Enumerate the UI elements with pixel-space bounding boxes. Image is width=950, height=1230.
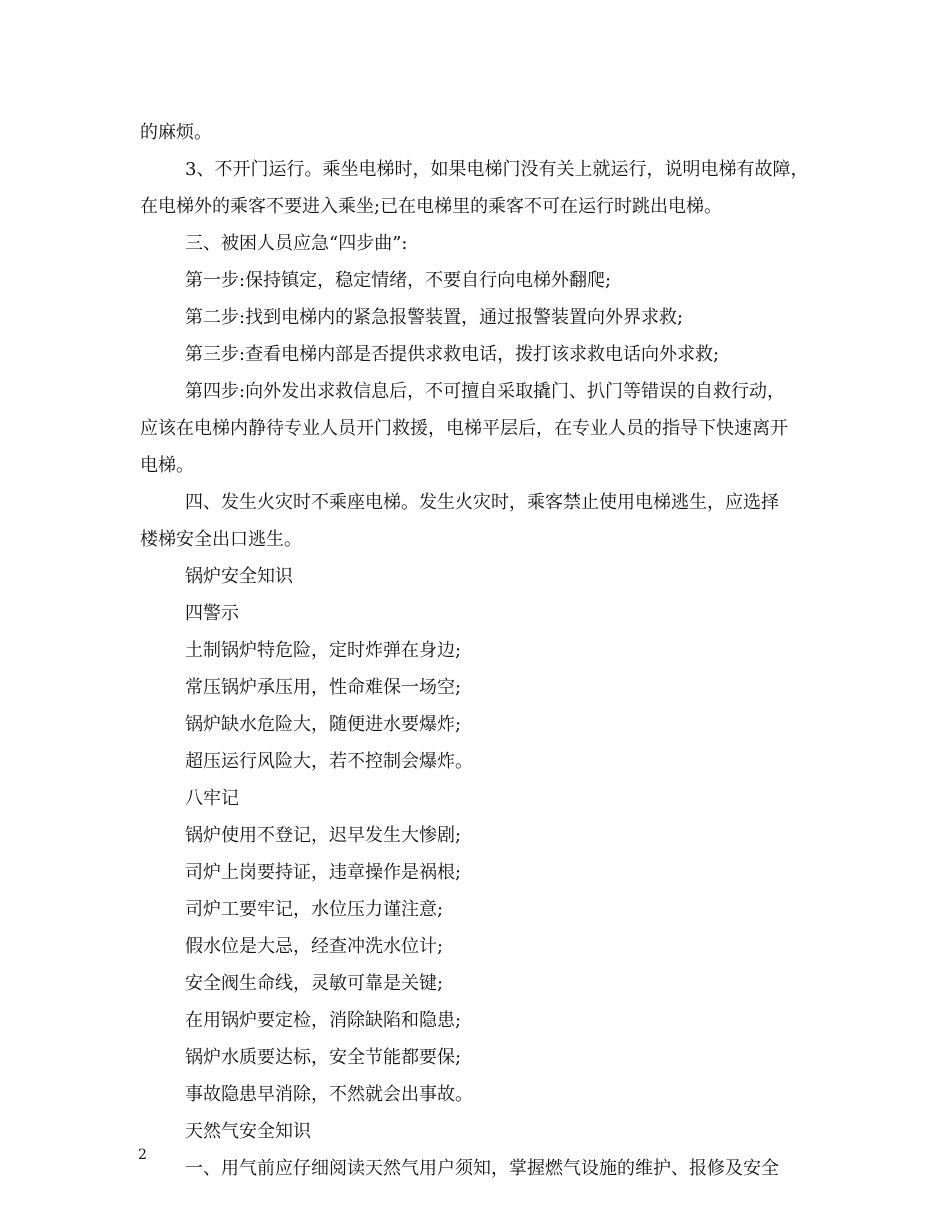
text-line: 锅炉水质要达标，安全节能都要保;: [185, 1047, 462, 1068]
text-line: 假水位是大忌，经查冲洗水位计;: [185, 936, 444, 957]
paragraph: [140, 1113, 830, 1150]
paragraph: [140, 965, 830, 1002]
paragraph: [140, 595, 830, 632]
paragraph: [140, 336, 830, 373]
paragraph: [140, 891, 830, 928]
paragraph: [140, 632, 830, 669]
paragraph: [140, 558, 830, 595]
text-line: 在电梯外的乘客不要进入乘坐;已在电梯里的乘客不可在运行时跳出电梯。: [140, 196, 723, 217]
text-line: 八牢记: [185, 788, 239, 809]
text-line: 天然气安全知识: [185, 1121, 311, 1142]
text-line: 司炉工要牢记，水位压力谨注意;: [185, 899, 444, 920]
paragraph: [140, 1002, 830, 1039]
paragraph: [140, 225, 830, 262]
text-line: 第三步:查看电梯内部是否提供求救电话，拨打该求救电话向外求救;: [185, 344, 720, 365]
text-line: 锅炉使用不登记，迟早发生大惨剧;: [185, 825, 462, 846]
text-line: 锅炉安全知识: [185, 566, 293, 587]
page-number: 2: [138, 1147, 147, 1163]
paragraph: [140, 484, 830, 558]
text-line: 土制锅炉特危险，定时炸弹在身边;: [185, 640, 462, 661]
paragraph: [140, 262, 830, 299]
paragraph: [140, 114, 830, 151]
text-line: 三、被困人员应急“四步曲”:: [185, 233, 408, 254]
paragraph: [140, 1076, 830, 1113]
text-line: 电梯。: [140, 455, 194, 476]
text-line: 在用锅炉要定检，消除缺陷和隐患;: [185, 1010, 462, 1031]
paragraph: [140, 669, 830, 706]
paragraph: [140, 780, 830, 817]
document-body: [140, 114, 830, 1187]
text-line: 司炉上岗要持证，违章操作是祸根;: [185, 862, 462, 883]
text-line: 3、不开门运行。乘坐电梯时，如果电梯门没有关上就运行，说明电梯有故障，: [185, 159, 809, 180]
text-line: 第一步:保持镇定，稳定情绪，不要自行向电梯外翻爬;: [185, 270, 612, 291]
paragraph: [140, 299, 830, 336]
text-line: 锅炉缺水危险大，随便进水要爆炸;: [185, 714, 462, 735]
text-line: 四警示: [185, 603, 239, 624]
text-line: 楼梯安全出口逃生。: [140, 529, 302, 550]
text-line: 事故隐患早消除，不然就会出事故。: [185, 1084, 473, 1105]
text-line: 一、用气前应仔细阅读天然气用户须知，掌握燃气设施的维护、报修及安全: [185, 1158, 779, 1179]
paragraph: [140, 817, 830, 854]
text-line: 超压运行风险大，若不控制会爆炸。: [185, 751, 473, 772]
text-line: 常压锅炉承压用，性命难保一场空;: [185, 677, 462, 698]
text-line: 应该在电梯内静待专业人员开门救援，电梯平层后，在专业人员的指导下快速离开: [140, 418, 788, 439]
paragraph: [140, 1150, 830, 1187]
text-line: 第四步:向外发出求救信息后，不可擅自采取撬门、扒门等错误的自救行动，: [185, 381, 786, 402]
text-line: 的麻烦。: [140, 122, 212, 143]
paragraph: [140, 928, 830, 965]
text-line: 第二步:找到电梯内的紧急报警装置，通过报警装置向外界求救;: [185, 307, 684, 328]
paragraph: [140, 743, 830, 780]
paragraph: [140, 151, 830, 225]
text-line: 四、发生火灾时不乘座电梯。发生火灾时，乘客禁止使用电梯逃生，应选择: [185, 492, 779, 513]
paragraph: [140, 1039, 830, 1076]
paragraph: [140, 706, 830, 743]
text-line: 安全阀生命线，灵敏可靠是关键;: [185, 973, 444, 994]
paragraph: [140, 854, 830, 891]
paragraph: [140, 373, 830, 484]
